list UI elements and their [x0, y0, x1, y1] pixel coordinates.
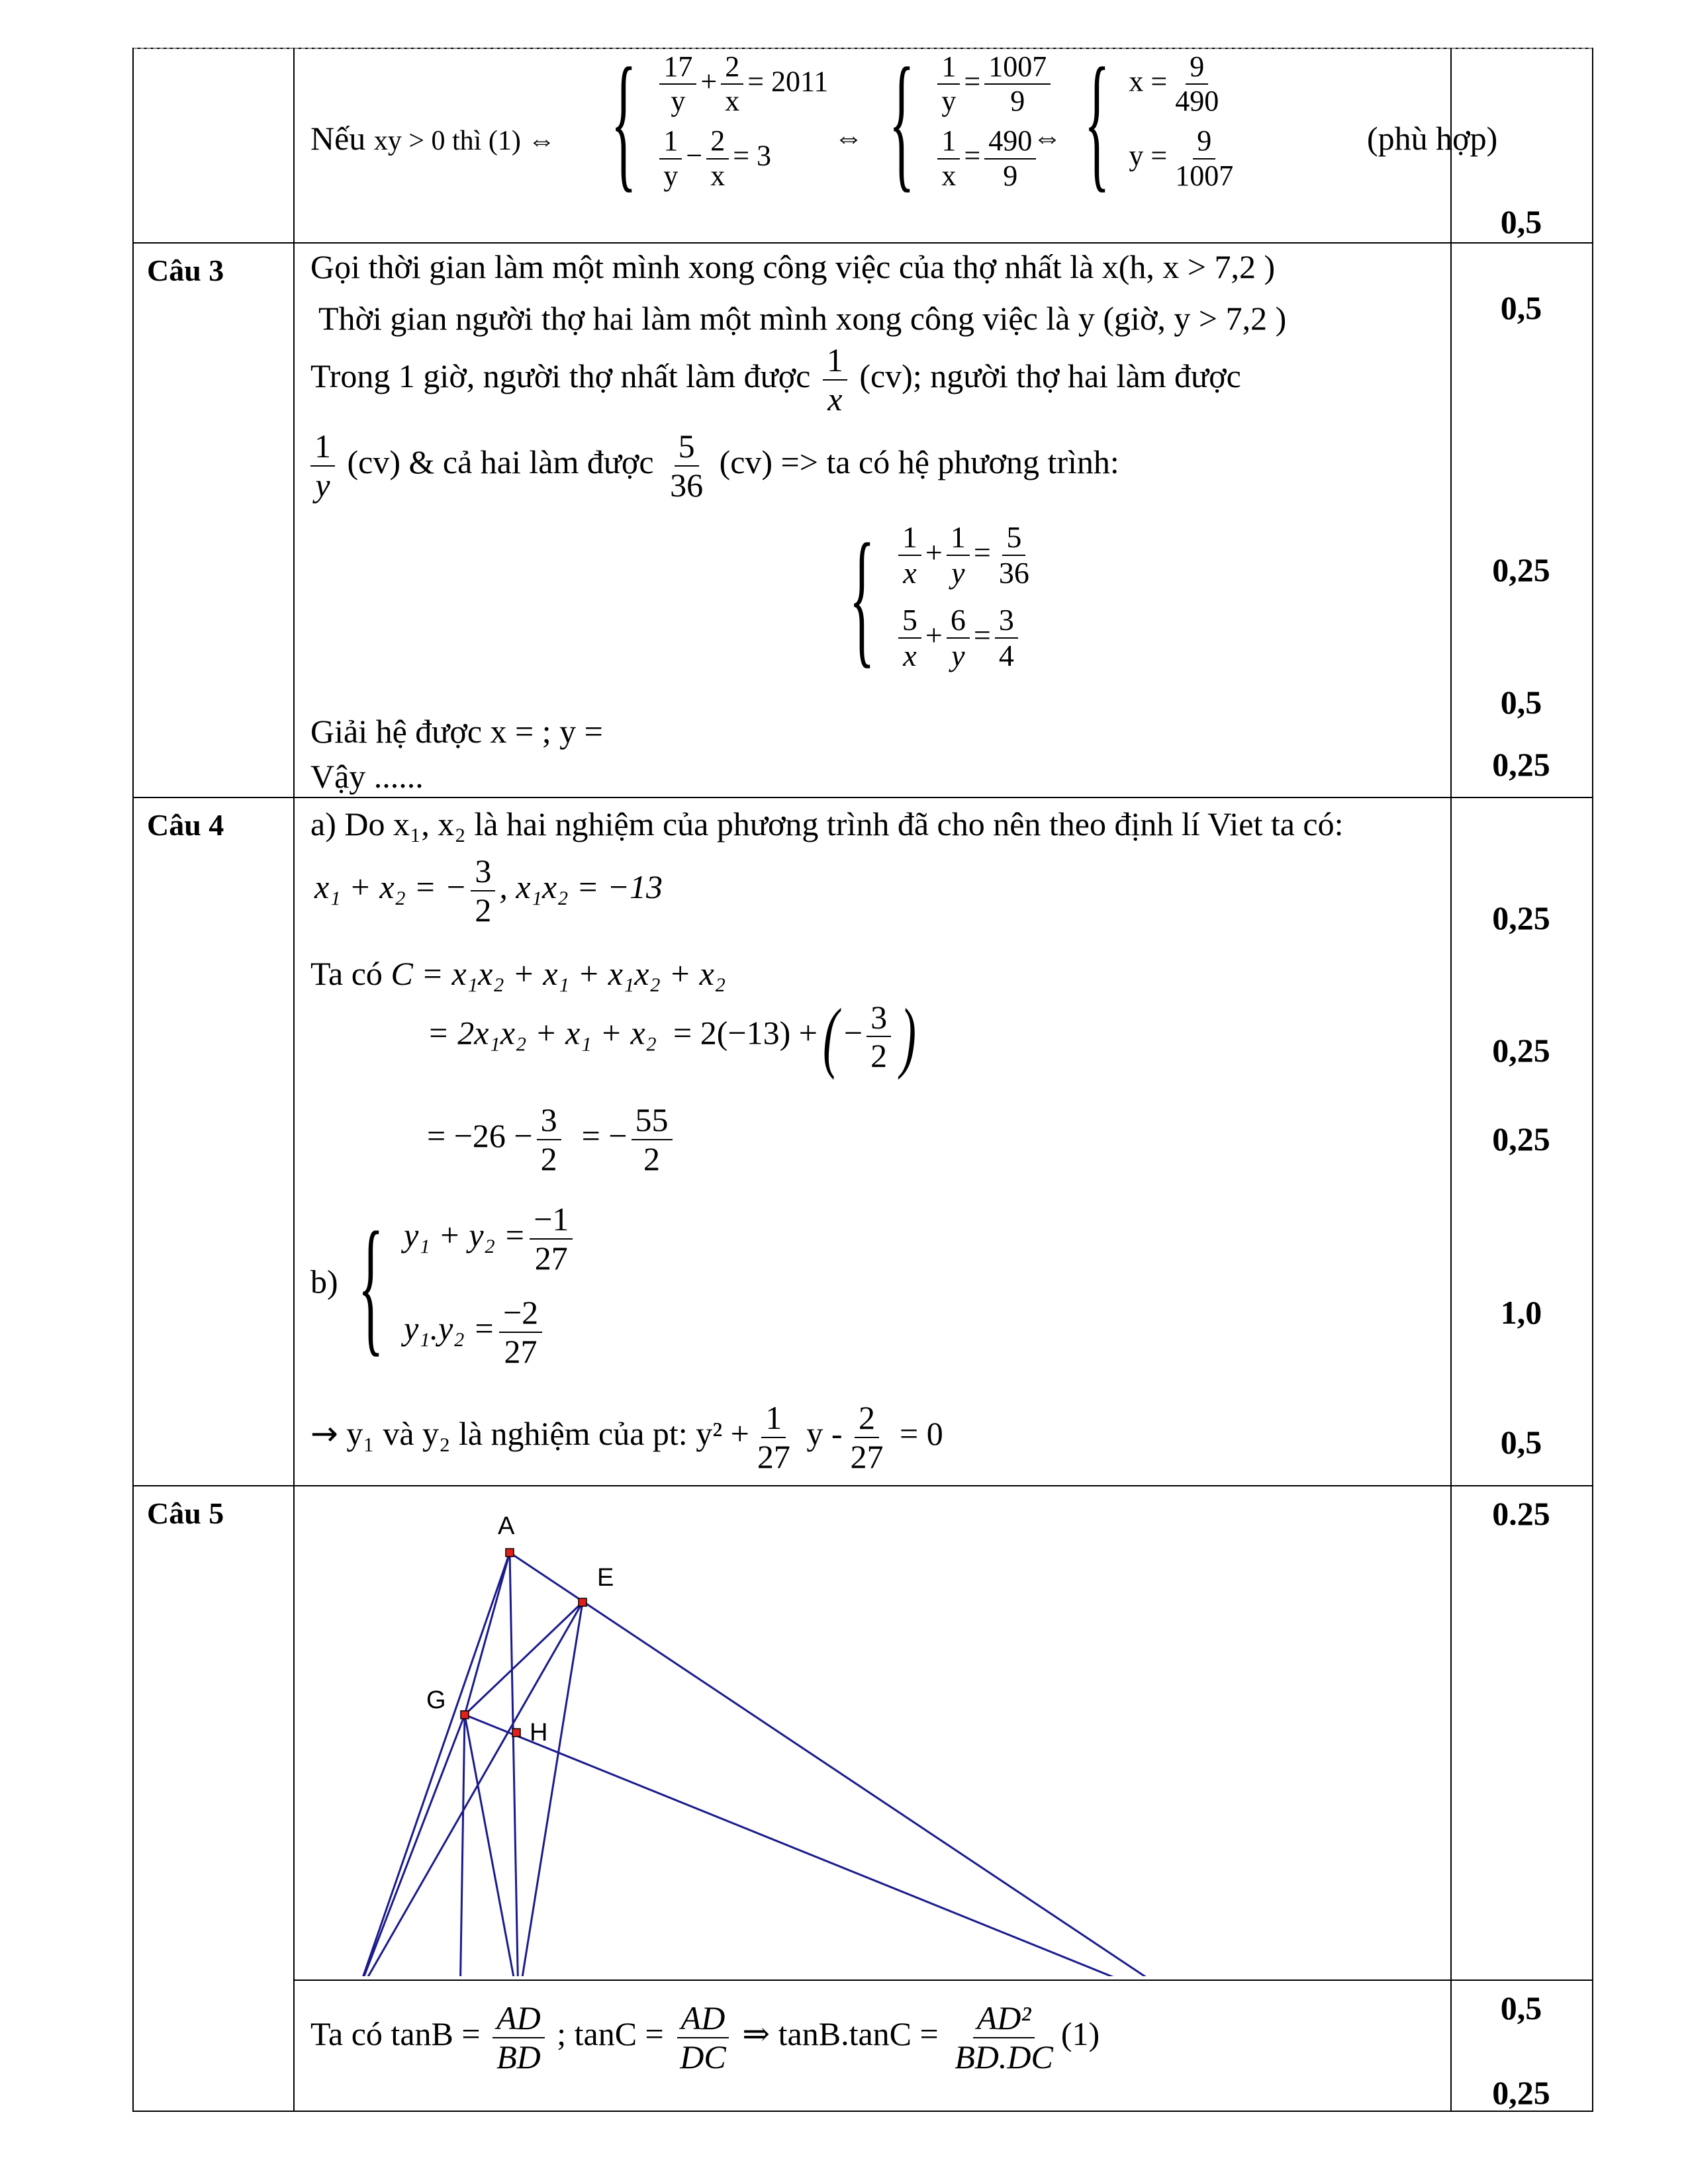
question-cell-cau3	[133, 243, 294, 797]
point-label-A: A	[498, 1512, 515, 1540]
point-H	[512, 1729, 520, 1737]
cau4-final: → y₁ và y₂ là nghiệm của pt: y² + $\frac{1}{27}$ y - $\frac{2}{27}$ = 0	[310, 1399, 943, 1475]
score-cell-cau3	[1451, 243, 1593, 797]
content-cell-cau4	[294, 797, 1451, 1486]
cau3-conclude: Vậy ......	[310, 758, 424, 795]
cau3-system: { $\frac{1}{x}$ + $\frac{1}{y}$ = $\frac{5}{36}$ $\frac{5}{x}$ + $\frac{6}{y}$ = $\frac{3}{4}$	[849, 512, 1029, 681]
score: 0,25	[1492, 746, 1550, 783]
score: 1,0	[1500, 1294, 1542, 1331]
segment-EG	[465, 1602, 583, 1715]
score: 0,25	[1492, 551, 1550, 588]
segment-GA	[465, 1553, 510, 1715]
condition-text: xy > 0 thì (1) ⇔	[373, 126, 556, 156]
question-label: Câu 4	[147, 808, 224, 842]
point-G	[461, 1711, 469, 1719]
point-label-H: H	[530, 1719, 548, 1747]
question-cell-empty	[133, 48, 294, 243]
fit-text: (phù hợp)	[1367, 120, 1498, 157]
content-cell-top	[294, 36, 1498, 243]
score: 0,25	[1492, 1120, 1550, 1158]
triangle-figure	[295, 1486, 1452, 1976]
point-A	[506, 1549, 514, 1557]
score: 0,25	[1492, 2074, 1550, 2111]
score: 0,25	[1492, 1032, 1550, 1069]
cau3-line-1: Gọi thời gian làm một mình xong công việc của thợ nhất là x(h, x > 7,2 )	[310, 248, 1276, 285]
segment-AC	[510, 1553, 1196, 1976]
system-1: { $\frac{17}{y}$ + $\frac{2}{x}$ = 2011 $\frac{1}{y}$ − $\frac{2}{x}$ = 3	[610, 36, 829, 206]
score-cell-cau5-fig	[1451, 1486, 1593, 1980]
score: 0,5	[1500, 203, 1542, 240]
point-E	[579, 1598, 586, 1606]
question-label: Câu 3	[147, 253, 224, 287]
cau4-step3: = −26 − $\frac{3}{2}$ = − $\frac{55}{2}$	[427, 1103, 677, 1176]
score: 0,5	[1500, 684, 1542, 721]
row-continuation	[133, 48, 1593, 243]
score: 0,25	[1492, 899, 1550, 936]
score-cell-cau4	[1451, 797, 1593, 1486]
score: 0,5	[1500, 1424, 1542, 1461]
answer-sheet	[132, 36, 1592, 2111]
row-cau3	[133, 243, 1593, 797]
segment-GK	[460, 1715, 465, 1976]
iff-2: ⇔	[1033, 121, 1062, 154]
cau5-tan-line: Ta có tanB = $\frac{AD}{BD}$ ; tanC = $\frac{AD}{DC}$ ⇒ tanB.tanC = $\frac{\text{AD²}}{BD.DC}$ (1)	[310, 1999, 1100, 2075]
score-cell-cau5	[1451, 1980, 1593, 2111]
point-label-E: E	[597, 1564, 614, 1592]
row-cau5-figure	[133, 1486, 1593, 1980]
scoring-table	[132, 36, 1593, 2112]
cau3-solve: Giải hệ được x = ; y =	[310, 713, 603, 750]
text-neu: Nếu	[310, 120, 366, 157]
point-label-G: G	[426, 1686, 446, 1714]
score: 0.25	[1492, 1495, 1550, 1532]
segment-GD	[465, 1715, 518, 1976]
segment-GB	[355, 1715, 465, 1976]
content-cell-cau3	[294, 243, 1451, 797]
segment-BE	[355, 1602, 583, 1976]
score: 0,5	[1500, 289, 1542, 326]
cau4-b: b) { y₁ + y₂ = $\frac{-1}{27}$ y₁.y₂ = $\frac{-2}{27}$	[310, 1202, 577, 1369]
cau4-intro: a) Do x₁, x₂ là hai nghiệm của phương trình đã cho nên theo định lí Viet ta có:	[310, 805, 1344, 842]
question-label: Câu 5	[147, 1496, 224, 1530]
system-3: { x = $\frac{9}{490}$ y = $\frac{9}{1007}$	[1084, 36, 1234, 206]
figure-cell	[294, 1486, 1451, 1980]
system-2: { $\frac{1}{y}$ = $\frac{1007}{9}$ $\frac{1}{x}$ = $\frac{490}{9}$	[877, 52, 1055, 191]
cau3-line-3: Trong 1 giờ, người thợ nhất làm được $\frac{1}{x}$ (cv); người thợ hai làm được	[310, 341, 1241, 418]
cau4-step2: = 2x₁x₂ + x₁ + x₂ = 2(−13) +( − $\frac{3}{2}$ )	[427, 992, 917, 1080]
question-cell-cau5	[133, 1486, 294, 2111]
score: 0,5	[1500, 1989, 1542, 2026]
cau4-viet: x₁ + x₂ = − $\frac{3}{2}$ , x₁x₂ = −13	[314, 852, 663, 929]
score-cell-top	[1451, 48, 1593, 243]
segment-AD	[510, 1553, 518, 1976]
right-arrow-icon: →	[310, 1414, 338, 1453]
cau4-c-def: Ta có C = x₁x₂ + x₁ + x₁x₂ + x₂	[310, 955, 726, 992]
segment-AB	[355, 1553, 510, 1976]
cau3-line-4: $\frac{1}{y}$ (cv) & cả hai làm được $\frac{5}{36}$ (cv) => ta có hệ phương trình:	[306, 429, 1119, 502]
cau3-line-2: Thời gian người thợ hai làm một mình xong công việc là y (giờ, y > 7,2 )	[318, 300, 1287, 337]
row-cau4	[133, 797, 1593, 1486]
question-cell-cau4	[133, 797, 294, 1486]
row-cau5-text	[133, 1980, 1593, 2111]
content-cell-cau5	[294, 1980, 1451, 2111]
iff-1: ⇔	[834, 121, 863, 154]
